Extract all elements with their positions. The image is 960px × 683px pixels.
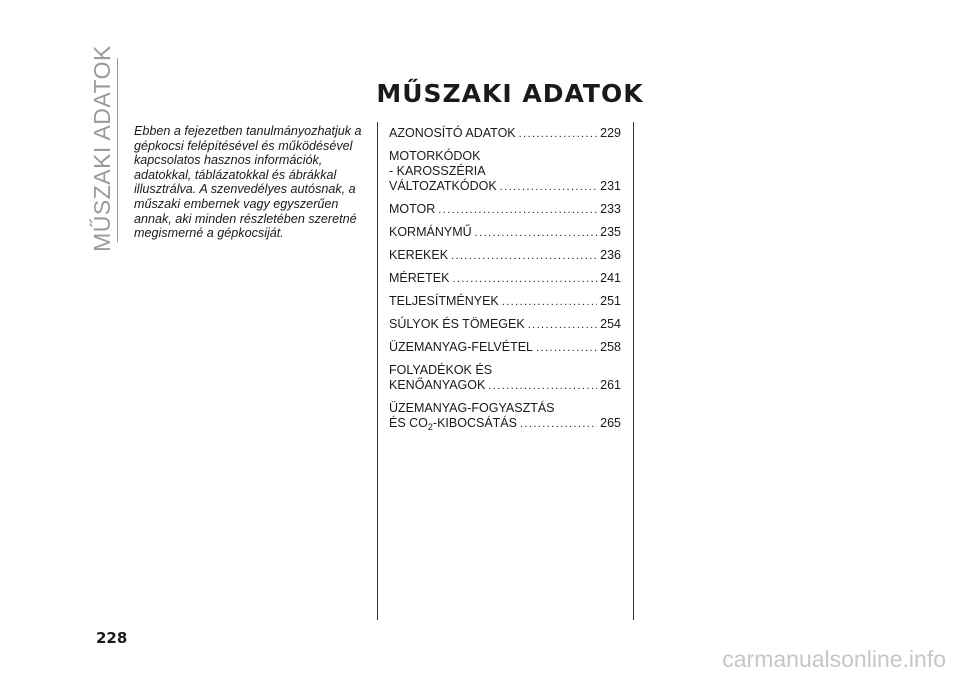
toc-entry[interactable] (389, 271, 621, 287)
toc-entry-label: MOTORKÓDOK (389, 149, 481, 163)
toc-entry-page: 258 (600, 340, 621, 354)
chapter-side-tab-label: MŰSZAKI ADATOK (88, 44, 115, 252)
toc-entry[interactable] (389, 126, 621, 142)
toc-entry-page: 233 (600, 202, 621, 216)
toc-entry-page: 236 (600, 248, 621, 262)
toc-entry-label-prefix: ÉS CO (389, 416, 428, 430)
toc-dot-leader (475, 226, 597, 241)
chapter-side-tab (88, 44, 116, 252)
toc-entry-label: KEREKEK (389, 248, 449, 262)
toc-entry[interactable] (389, 363, 621, 394)
page-title: MŰSZAKI ADATOK (376, 78, 644, 108)
toc-entry-label-suffix: -KIBOCSÁTÁS (432, 416, 517, 430)
toc-dot-leader (520, 417, 597, 432)
toc-dot-leader (500, 180, 597, 195)
toc-entry-label: FOLYADÉKOK ÉS (389, 363, 493, 377)
toc-entry-page: 241 (600, 271, 621, 285)
toc-entry-label: MÉRETEK (389, 271, 450, 285)
toc-entry-label: ÜZEMANYAG-FELVÉTEL (389, 340, 534, 354)
toc-entry-label: SÚLYOK ÉS TÖMEGEK (389, 317, 525, 331)
toc-entry-label: MOTOR (389, 202, 436, 216)
toc-dot-leader (528, 318, 597, 333)
toc-dot-leader (536, 341, 597, 356)
toc-entry-page: 231 (600, 179, 621, 193)
toc-entry-page: 251 (600, 294, 621, 308)
toc-entry[interactable] (389, 248, 621, 264)
toc-entry-label: VÁLTOZATKÓDOK (389, 179, 497, 193)
column-divider-right (633, 122, 634, 620)
toc-entry-label: ÜZEMANYAG-FOGYASZTÁS (389, 401, 555, 415)
toc-entry[interactable] (389, 401, 621, 432)
toc-entry-label: KENŐANYAGOK (389, 378, 486, 392)
toc-dot-leader (452, 272, 597, 287)
side-tab-divider (117, 58, 118, 242)
toc-dot-leader (438, 203, 597, 218)
toc-entry-page: 261 (600, 378, 621, 392)
toc-entry[interactable] (389, 317, 621, 333)
toc-entry-page: 254 (600, 317, 621, 331)
toc-entry-label: TELJESÍTMÉNYEK (389, 294, 499, 308)
toc-entry[interactable] (389, 202, 621, 218)
toc-entry-label (389, 416, 517, 432)
toc-entry-label: KORMÁNYMŰ (389, 225, 472, 239)
watermark-text: carmanualsonline.info (722, 646, 946, 672)
page-number: 228 (96, 629, 128, 647)
toc-entry-label: - KAROSSZÉRIA (389, 164, 486, 178)
toc-entry[interactable] (389, 294, 621, 310)
toc-dot-leader (502, 295, 597, 310)
toc-entry[interactable] (389, 149, 621, 195)
toc-entry-label-subscript: 2 (427, 422, 433, 432)
toc-dot-leader (488, 379, 597, 394)
toc-dot-leader (451, 249, 597, 264)
toc-entry[interactable] (389, 225, 621, 241)
toc-dot-leader (519, 127, 597, 142)
toc-entry-page: 229 (600, 126, 621, 140)
column-divider-left (377, 122, 378, 620)
toc-entry-page: 265 (600, 416, 621, 430)
toc-entry[interactable] (389, 340, 621, 356)
table-of-contents (389, 126, 621, 439)
toc-entry-page: 235 (600, 225, 621, 239)
chapter-intro-text: Ebben a fejezetben tanulmányozhatjuk a gépkocsi felépítésével és működésével kapcsolatos hasznos információk, adatokkal, táblázatokkal és ábrákkal illusztrálva. A szenvedélyes autósnak, a műszaki embernek vagy egyszerűen annak, aki minden részletében szeretné megismerné a gépkocsiját. (134, 124, 362, 241)
toc-entry-label: AZONOSÍTÓ ADATOK (389, 126, 516, 140)
